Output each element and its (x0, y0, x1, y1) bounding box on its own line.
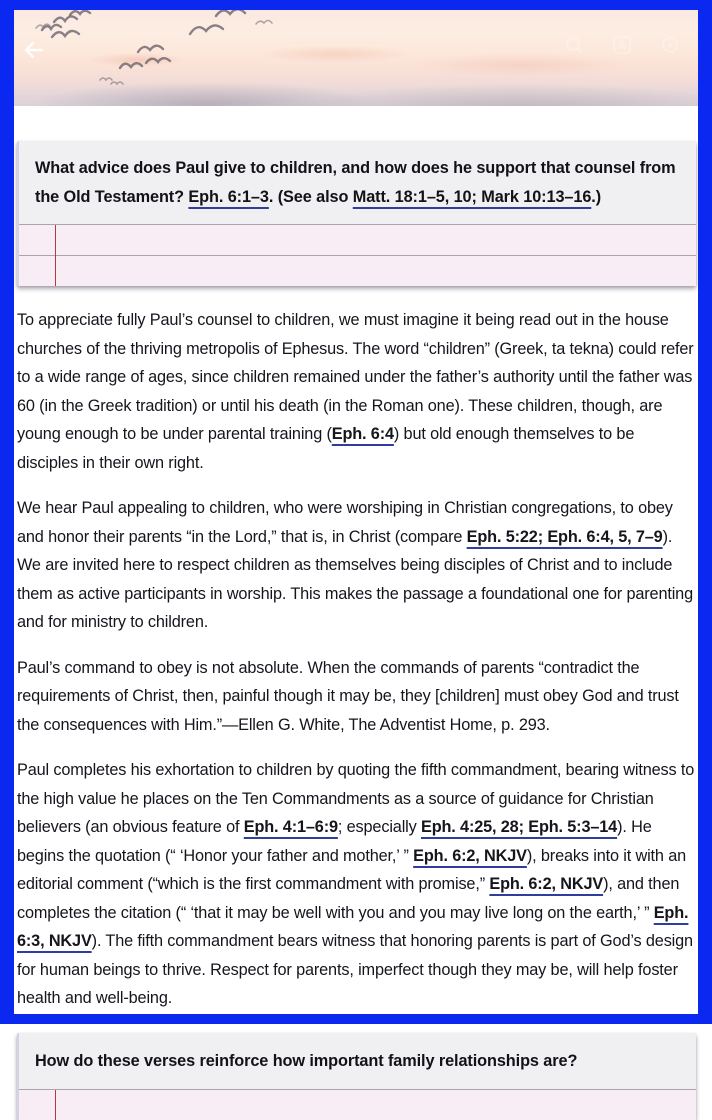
answer-line[interactable] (19, 256, 696, 286)
answer-notes-area[interactable] (19, 224, 696, 286)
scripture-link[interactable]: Eph. 6:4 (331, 425, 394, 443)
answer-notes-area[interactable] (19, 1089, 696, 1120)
notebook-margin-line (55, 1090, 56, 1120)
text-run: .) (591, 188, 602, 206)
text-run: ), and then completes the citation (“ ‘that it may be well with you and you may live long on the earth,’ ” (17, 875, 680, 922)
font-settings-icon[interactable] (612, 35, 632, 55)
scripture-link[interactable]: Eph. 6:1–3 (188, 188, 269, 206)
text-run: What advice does Paul give to children, and how does he support that counsel from the Old Testament? (35, 159, 676, 206)
question-card-top (17, 141, 696, 286)
text-run: To appreciate fully Paul’s counsel to children, we must imagine it being read out in the house churches of the thriving metropolis of Ephesus. The word “children” (Greek, ta tekna) could refer to a wide range of ages, since children remained under the father’s authority until the father was 60 (in the Greek tradition) or until his death (in the Roman one). These children, though, are young enough to be under parental training ( (17, 311, 694, 443)
answer-lines (19, 225, 696, 286)
answer-line[interactable] (19, 1090, 696, 1120)
answer-line[interactable] (19, 225, 696, 256)
paragraph (17, 756, 695, 1013)
text-run: ; especially (337, 818, 421, 836)
question-card-bottom (17, 1033, 696, 1120)
lesson-body (17, 306, 695, 1013)
scripture-link[interactable]: Eph. 4:25, 28; Eph. 5:3–14 (421, 818, 618, 836)
back-arrow-icon (22, 50, 46, 65)
text-run: ). We are invited here to respect children as themselves being disciples of Christ and to include them as active participants in worship. This makes the passage a foundational one for parenting and for ministry to children. (17, 527, 693, 631)
header-toolbar (564, 35, 680, 55)
paragraph (17, 654, 695, 740)
search-icon[interactable] (564, 35, 584, 55)
notebook-margin-line (55, 225, 56, 286)
birds-icon (14, 10, 698, 106)
paragraph (17, 306, 695, 477)
text-run: ). The fifth commandment bears witness that honoring parents is part of God’s design for human beings to thrive. Respect for parents, imperfect though they may be, will help foster health and well-being. (17, 932, 693, 1007)
scripture-link[interactable]: Eph. 6:2, NKJV (489, 875, 604, 893)
answer-lines (19, 1090, 696, 1120)
paragraph (17, 494, 695, 637)
scripture-link[interactable]: Eph. 6:2, NKJV (413, 846, 527, 865)
text-run: Paul completes his exhortation to children by quoting the fifth commandment, bearing witness to the high value he places on the Ten Commandments as a source of guidance for Christian believers (an obvious feature of (17, 761, 695, 836)
scripture-link[interactable]: Eph. 6:3, NKJV (17, 903, 689, 950)
question-text (19, 141, 696, 224)
scripture-link[interactable]: Eph. 4:1–6:9 (243, 818, 338, 836)
text-run: We hear Paul appealing to children, who were worshiping in Christian congregations, to obey and honor their parents “in the Lord,” that is, in Christ (compare (17, 499, 673, 546)
lesson-content (17, 141, 695, 1120)
question-text (19, 1033, 696, 1089)
text-run: ) but old enough themselves to be disciples in their own right. (17, 425, 635, 472)
scripture-link[interactable]: Matt. 18:1–5, 10; Mark 10:13–16 (352, 188, 592, 206)
lesson-header-image (14, 10, 698, 106)
scripture-link[interactable]: Eph. 5:22; Eph. 6:4, 5, 7–9 (466, 527, 663, 546)
text-run: ), breaks into it with an editorial comment (“which is the first commandment with promise,” (17, 846, 687, 893)
back-button[interactable] (17, 34, 51, 68)
text-run: . (See also (268, 188, 353, 206)
text-run: How do these verses reinforce how important family relationships are? (35, 1051, 578, 1070)
text-run: Paul’s command to obey is not absolute. When the commands of parents “contradict the requirements of Christ, then, painful though it may be, they [children] must obey God and trust the consequences with Him.”—Ellen G. White, The Adventist Home, p. 293. (17, 658, 679, 734)
more-options-icon[interactable] (660, 35, 680, 55)
text-run: ). He begins the quotation (“ ‘Honor your father and mother,’ ” (17, 818, 652, 865)
